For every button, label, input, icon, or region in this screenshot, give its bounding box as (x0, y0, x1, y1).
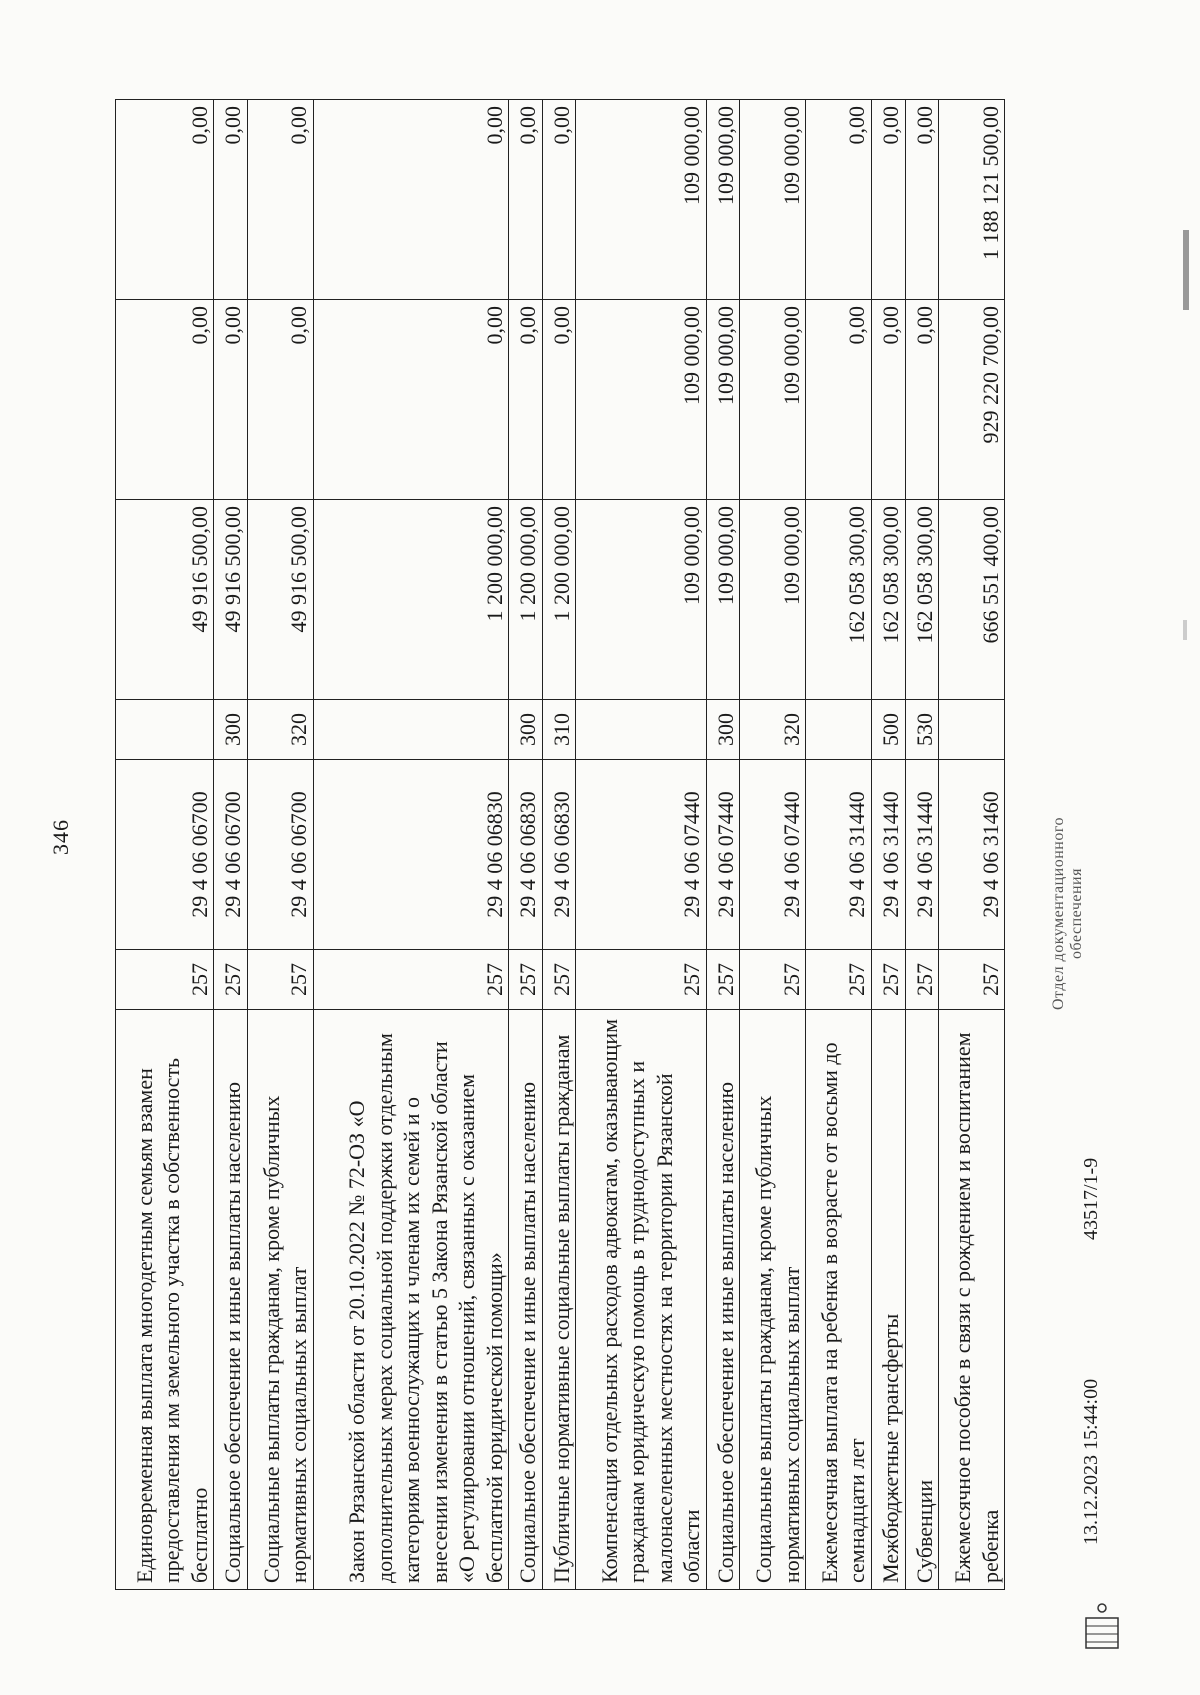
row-expense-type: 530 (905, 700, 939, 760)
row-amount-year-2: 0,00 (313, 300, 508, 500)
row-description: Социальное обеспечение и иные выплаты населению (706, 1010, 740, 1590)
row-description: Субвенции (905, 1010, 939, 1590)
row-ministry-code: 257 (576, 950, 707, 1010)
row-amount-year-2: 929 220 700,00 (939, 300, 1005, 500)
table-row (509, 100, 543, 1590)
scan-artifact (1183, 230, 1189, 310)
row-description: Публичные нормативные социальные выплаты гражданам (542, 1010, 576, 1590)
row-amount-year-3: 0,00 (542, 100, 576, 300)
row-ministry-code: 257 (509, 950, 543, 1010)
row-description: Социальное обеспечение и иные выплаты населению (509, 1010, 543, 1590)
row-amount-year-2: 0,00 (806, 300, 872, 500)
row-amount-year-2: 0,00 (871, 300, 905, 500)
row-expense-type (806, 700, 872, 760)
row-amount-year-3: 0,00 (806, 100, 872, 300)
row-amount-year-1: 109 000,00 (740, 500, 806, 700)
row-amount-year-2: 0,00 (214, 300, 248, 500)
row-expense-type: 300 (214, 700, 248, 760)
row-target-code: 29 4 06 06830 (313, 760, 508, 950)
row-amount-year-1: 1 200 000,00 (509, 500, 543, 700)
row-description: Социальные выплаты гражданам, кроме публичных нормативных социальных выплат (740, 1010, 806, 1590)
budget-table (115, 99, 1005, 1590)
row-amount-year-1: 162 058 300,00 (905, 500, 939, 700)
department-stamp (1050, 817, 1087, 1010)
row-amount-year-3: 0,00 (247, 100, 313, 300)
row-amount-year-3: 109 000,00 (706, 100, 740, 300)
row-amount-year-3: 109 000,00 (576, 100, 707, 300)
table-row (214, 100, 248, 1590)
row-amount-year-3: 109 000,00 (740, 100, 806, 300)
stamp-line-1: Отдел документационного (1050, 816, 1067, 1010)
row-amount-year-2: 109 000,00 (576, 300, 707, 500)
row-target-code: 29 4 06 31460 (939, 760, 1005, 950)
row-target-code: 29 4 06 06700 (247, 760, 313, 950)
table-row (939, 100, 1005, 1590)
page-number: 346 (48, 819, 73, 855)
row-target-code: 29 4 06 31440 (871, 760, 905, 950)
row-ministry-code: 257 (939, 950, 1005, 1010)
row-ministry-code: 257 (116, 950, 214, 1010)
row-expense-type: 320 (247, 700, 313, 760)
row-description: Единовременная выплата многодетным семьям взамен предоставления им земельного участка в собственность бесплатно (116, 1010, 214, 1590)
table-row (806, 100, 872, 1590)
row-ministry-code: 257 (706, 950, 740, 1010)
row-expense-type: 300 (706, 700, 740, 760)
row-expense-type (313, 700, 508, 760)
table-row (542, 100, 576, 1590)
row-amount-year-3: 0,00 (214, 100, 248, 300)
row-amount-year-3: 0,00 (509, 100, 543, 300)
row-amount-year-1: 49 916 500,00 (247, 500, 313, 700)
table-row (313, 100, 508, 1590)
row-amount-year-1: 1 200 000,00 (542, 500, 576, 700)
table-row (871, 100, 905, 1590)
row-target-code: 29 4 06 06700 (116, 760, 214, 950)
row-description: Ежемесячная выплата на ребенка в возрасте от восьми до семнадцати лет (806, 1010, 872, 1590)
row-target-code: 29 4 06 06700 (214, 760, 248, 950)
row-expense-type: 320 (740, 700, 806, 760)
row-ministry-code: 257 (806, 950, 872, 1010)
row-description: Ежемесячное пособие в связи с рождением и воспитанием ребенка (939, 1010, 1005, 1590)
row-expense-type: 300 (509, 700, 543, 760)
row-description: Компенсация отдельных расходов адвокатам, оказывающим гражданам юридическую помощь в труднодоступных и малонаселенных местностях на территории Рязанской области (576, 1010, 707, 1590)
row-amount-year-2: 0,00 (116, 300, 214, 500)
row-target-code: 29 4 06 07440 (576, 760, 707, 950)
table-row (576, 100, 707, 1590)
row-description: Социальное обеспечение и иные выплаты населению (214, 1010, 248, 1590)
table-row (706, 100, 740, 1590)
row-amount-year-2: 0,00 (509, 300, 543, 500)
row-target-code: 29 4 06 07440 (706, 760, 740, 950)
row-amount-year-2: 109 000,00 (706, 300, 740, 500)
row-amount-year-1: 162 058 300,00 (871, 500, 905, 700)
row-amount-year-2: 0,00 (247, 300, 313, 500)
row-amount-year-1: 1 200 000,00 (313, 500, 508, 700)
row-description: Межбюджетные трансферты (871, 1010, 905, 1590)
row-expense-type (576, 700, 707, 760)
row-amount-year-3: 0,00 (116, 100, 214, 300)
table-row (247, 100, 313, 1590)
row-ministry-code: 257 (871, 950, 905, 1010)
row-target-code: 29 4 06 31440 (905, 760, 939, 950)
row-target-code: 29 4 06 06830 (542, 760, 576, 950)
row-amount-year-3: 0,00 (871, 100, 905, 300)
row-amount-year-2: 0,00 (542, 300, 576, 500)
row-ministry-code: 257 (740, 950, 806, 1010)
row-ministry-code: 257 (905, 950, 939, 1010)
row-amount-year-1: 162 058 300,00 (806, 500, 872, 700)
row-expense-type: 500 (871, 700, 905, 760)
row-expense-type (116, 700, 214, 760)
row-amount-year-1: 109 000,00 (576, 500, 707, 700)
row-ministry-code: 257 (247, 950, 313, 1010)
row-amount-year-2: 0,00 (905, 300, 939, 500)
row-ministry-code: 257 (214, 950, 248, 1010)
footer-code: 43517/1-9 (1080, 1157, 1102, 1240)
row-target-code: 29 4 06 07440 (740, 760, 806, 950)
row-target-code: 29 4 06 31440 (806, 760, 872, 950)
row-amount-year-1: 49 916 500,00 (116, 500, 214, 700)
stamp-line-2: обеспечения (1068, 868, 1086, 959)
table-row (905, 100, 939, 1590)
row-description: Социальные выплаты гражданам, кроме публичных нормативных социальных выплат (247, 1010, 313, 1590)
row-ministry-code: 257 (313, 950, 508, 1010)
emblem-logo (1080, 1600, 1124, 1660)
table-row (740, 100, 806, 1590)
row-amount-year-3: 0,00 (905, 100, 939, 300)
footer-timestamp: 13.12.2023 15:44:00 (1080, 1378, 1102, 1545)
row-description: Закон Рязанской области от 20.10.2022 № 72-ОЗ «О дополнительных мерах социальной поддержки отдельным категориям военнослужащих и членам их семей и о внесении изменения в статью 5 Закона Рязанской области «О регулировании отношений, связанных с оказанием бесплатной юридической помощи» (313, 1010, 508, 1590)
row-amount-year-1: 49 916 500,00 (214, 500, 248, 700)
scan-artifact (1183, 620, 1187, 640)
row-target-code: 29 4 06 06830 (509, 760, 543, 950)
row-expense-type (939, 700, 1005, 760)
row-amount-year-3: 0,00 (313, 100, 508, 300)
row-amount-year-3: 1 188 121 500,00 (939, 100, 1005, 300)
row-amount-year-2: 109 000,00 (740, 300, 806, 500)
row-amount-year-1: 666 551 400,00 (939, 500, 1005, 700)
row-ministry-code: 257 (542, 950, 576, 1010)
row-expense-type: 310 (542, 700, 576, 760)
budget-table-container (115, 106, 1005, 1590)
row-amount-year-1: 109 000,00 (706, 500, 740, 700)
table-row (116, 100, 214, 1590)
